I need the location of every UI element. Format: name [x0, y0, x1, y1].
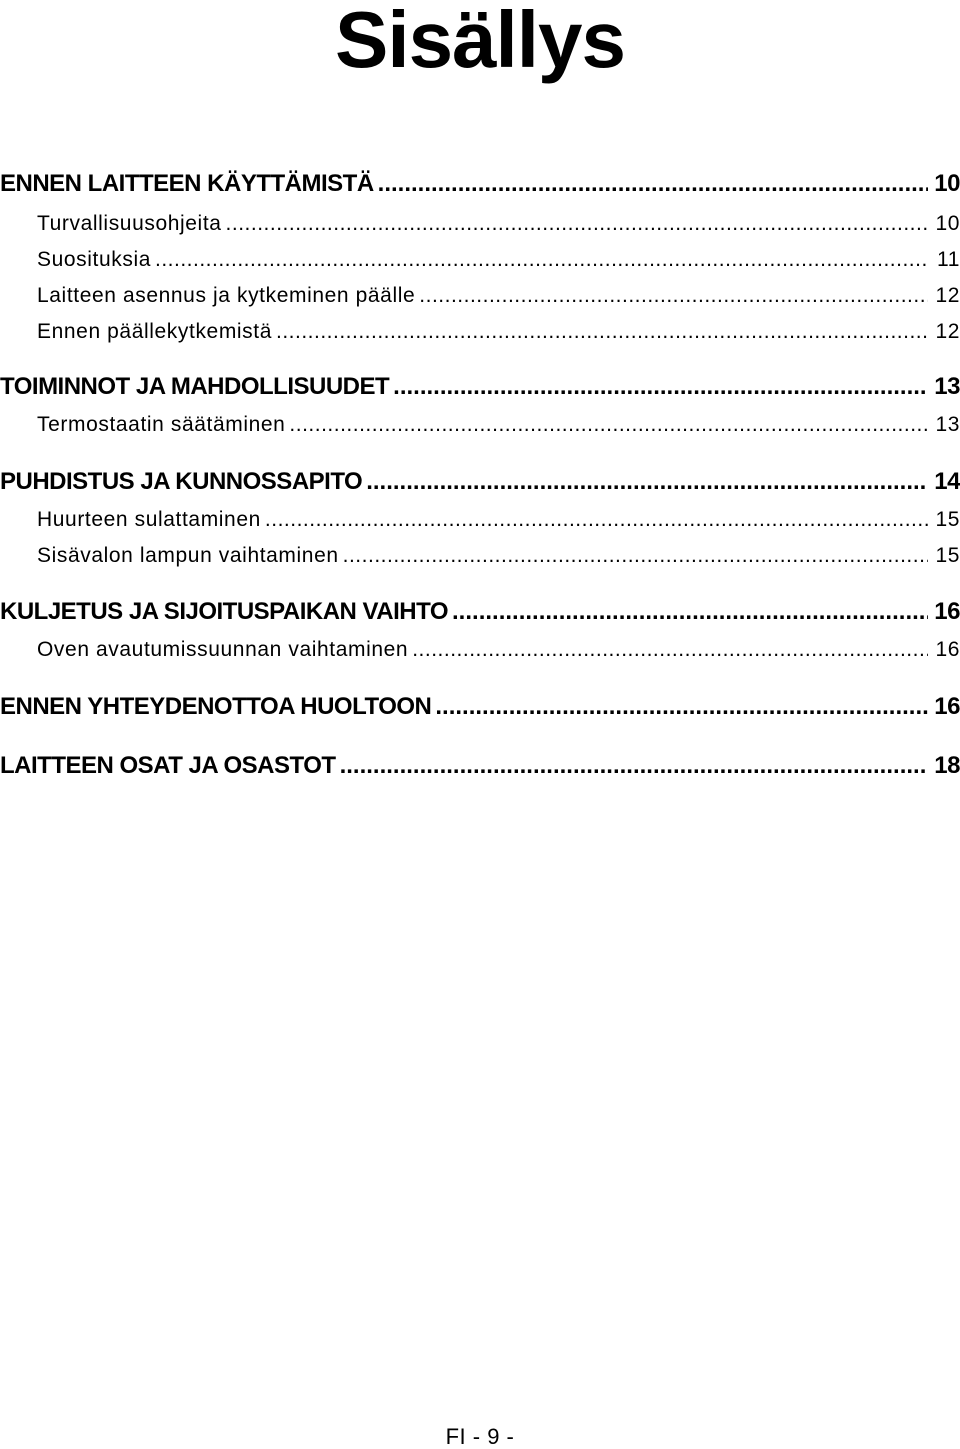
toc-entry-label: Turvallisuusohjeita [37, 212, 222, 235]
dot-leader [378, 170, 928, 198]
toc-entry[interactable] [0, 373, 960, 401]
page-title: Sisällys [334, 0, 625, 84]
toc-entry-page: 18 [934, 752, 960, 779]
page-number-footer: FI - 9 - [445, 1424, 515, 1449]
toc-entry-label: Suosituksia [37, 248, 151, 271]
toc-entry[interactable] [0, 508, 960, 532]
toc-entry-page: 13 [934, 373, 960, 400]
toc-entry[interactable] [0, 598, 960, 626]
toc-entry[interactable] [0, 320, 960, 344]
toc-entry-label: LAITTEEN OSAT JA OSASTOT [0, 752, 336, 779]
toc-entry-page: 15 [935, 508, 960, 531]
dot-leader [452, 598, 928, 626]
toc-entry-label: ENNEN YHTEYDENOTTOA HUOLTOON [0, 693, 432, 720]
dot-leader [289, 413, 928, 437]
dot-leader [393, 373, 928, 401]
toc-entry-page: 10 [935, 212, 960, 235]
toc-entry-page: 15 [935, 544, 960, 567]
dot-leader [419, 284, 928, 308]
dot-leader [366, 468, 928, 496]
dot-leader [265, 508, 928, 532]
toc-entry[interactable] [0, 413, 960, 437]
toc-entry-label: Oven avautumissuunnan vaihtaminen [37, 638, 409, 661]
toc-entry[interactable] [0, 170, 960, 198]
dot-leader [435, 693, 928, 721]
toc-entry-page: 16 [934, 693, 960, 720]
toc-entry-label: PUHDISTUS JA KUNNOSSAPITO [0, 468, 363, 495]
dot-leader [155, 248, 928, 272]
toc-entry[interactable] [0, 544, 960, 568]
toc-entry[interactable] [0, 752, 960, 780]
toc-entry[interactable] [0, 284, 960, 308]
toc-entry-label: TOIMINNOT JA MAHDOLLISUUDET [0, 373, 390, 400]
dot-leader [412, 638, 928, 662]
toc-entry-label: Ennen päällekytkemistä [37, 320, 272, 343]
toc-entry-page: 12 [935, 284, 960, 307]
dot-leader [226, 212, 928, 236]
toc-entry[interactable] [0, 693, 960, 721]
toc-entry[interactable] [0, 468, 960, 496]
toc-entry-page: 10 [934, 170, 960, 197]
toc-entry[interactable] [0, 248, 960, 272]
toc-entry-label: Huurteen sulattaminen [37, 508, 261, 531]
toc-entry-page: 16 [934, 598, 960, 625]
dot-leader [276, 320, 928, 344]
toc-entry-label: Laitteen asennus ja kytkeminen päälle [37, 284, 416, 307]
toc-entry-label: KULJETUS JA SIJOITUSPAIKAN VAIHTO [0, 598, 449, 625]
dot-leader [340, 752, 928, 780]
toc-entry-label: ENNEN LAITTEEN KÄYTTÄMISTÄ [0, 170, 374, 197]
toc-entry-page: 11 [937, 248, 960, 271]
toc-entry-label: Sisävalon lampun vaihtaminen [37, 544, 339, 567]
toc-entry[interactable] [0, 638, 960, 662]
dot-leader [343, 544, 928, 568]
toc-entry-page: 16 [935, 638, 960, 661]
toc-entry-page: 14 [934, 468, 960, 495]
toc-entry[interactable] [0, 212, 960, 236]
toc-entry-page: 12 [935, 320, 960, 343]
toc-entry-page: 13 [935, 413, 960, 436]
toc-entry-label: Termostaatin säätäminen [37, 413, 286, 436]
